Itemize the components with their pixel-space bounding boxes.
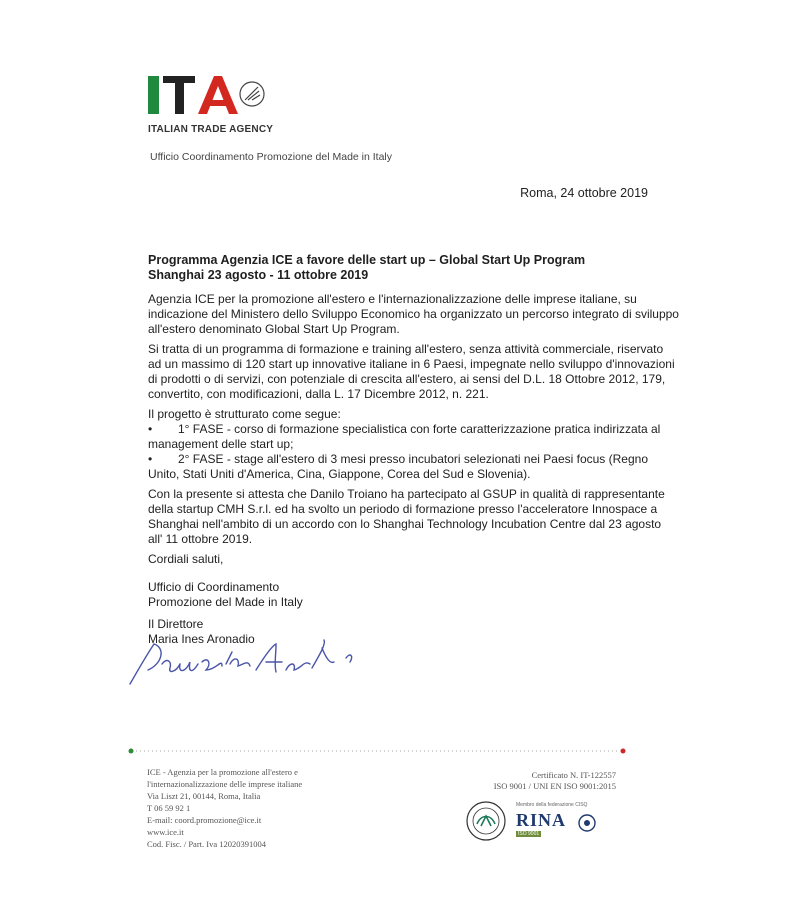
footer-website: www.ice.it bbox=[147, 827, 184, 837]
attestation-paragraph bbox=[148, 487, 665, 547]
rina-member-text: Membro della federazione CISQ bbox=[516, 802, 588, 808]
footer-line: l'internazionalizzazione delle imprese italiane bbox=[147, 779, 303, 789]
rina-iso-label: ISO 9001 bbox=[518, 831, 540, 837]
ita-logo bbox=[148, 72, 268, 120]
attestation-line: Con la presente si attesta che Danilo Troiano ha partecipato al GSUP in qualità di rappresentante bbox=[148, 487, 665, 501]
footer-contact bbox=[147, 766, 302, 850]
phase1-text: 1° FASE - corso di formazione specialistica con forte caratterizzazione pratica indirizzata al bbox=[178, 422, 661, 436]
phase1-line-2: management delle start up; bbox=[148, 437, 294, 451]
footer-email: E-mail: coord.promozione@ice.it bbox=[147, 815, 262, 825]
greeting: Cordiali saluti, bbox=[148, 552, 224, 566]
phase2-line bbox=[148, 452, 658, 467]
structure-intro: Il progetto è strutturato come segue: bbox=[148, 407, 341, 421]
phase1-line bbox=[148, 422, 661, 437]
intro-line: indicazione del Ministero dello Sviluppo Economico ha organizzato un percorso integrato di sviluppo bbox=[148, 307, 679, 321]
rina-seal-icon bbox=[465, 800, 507, 842]
certificate-number: Certificato N. IT-122557 bbox=[531, 770, 616, 780]
office-header: Ufficio Coordinamento Promozione del Made in Italy bbox=[150, 151, 393, 163]
signatory-name: Maria Ines Aronadio bbox=[148, 632, 255, 646]
rina-name: RINA bbox=[516, 810, 567, 830]
program-line: ad un massimo di 120 start up innovative italiane in 6 Paesi, impegnate nello sviluppo d'innovazioni bbox=[148, 357, 675, 371]
iso-standard: ISO 9001 / UNI EN ISO 9001:2015 bbox=[493, 781, 616, 791]
program-paragraph bbox=[148, 342, 675, 402]
certification-info bbox=[482, 770, 616, 792]
footer-line: T 06 59 92 1 bbox=[147, 803, 191, 813]
program-line: convertito, con modificazioni, dalla L. 17 Dicembre 2012, n. 221. bbox=[148, 387, 489, 401]
attestation-line: della startup CMH S.r.l. ed ha svolto un periodo di formazione presso l'acceleratore Innospace a bbox=[148, 502, 658, 516]
agency-name: ITALIAN TRADE AGENCY bbox=[148, 124, 274, 135]
bullet-marker: • bbox=[148, 422, 153, 436]
title-line-1: Programma Agenzia ICE a favore delle start up – Global Start Up Program bbox=[148, 253, 586, 267]
handwritten-signature bbox=[126, 634, 366, 692]
office-signoff-line-2: Promozione del Made in Italy bbox=[148, 595, 303, 609]
intro-paragraph bbox=[148, 292, 679, 337]
phase2-text: 2° FASE - stage all'estero di 3 mesi presso incubatori selezionati nei Paesi focus (Regno bbox=[178, 452, 648, 466]
program-line: di prodotti o di servizi, con potenziale di crescita all'estero, ai sensi del D.L. 18 Ottobre 2012, 179, bbox=[148, 372, 666, 386]
office-signoff bbox=[148, 580, 303, 610]
program-line: Si tratta di un programma di formazione e training all'estero, senza attività commerciale, riservato bbox=[148, 342, 664, 356]
office-signoff-line-1: Ufficio di Coordinamento bbox=[148, 580, 280, 594]
letter-title bbox=[148, 253, 658, 283]
intro-line: all'estero denominato Global Start Up Program. bbox=[148, 322, 400, 336]
title-line-2: Shanghai 23 agosto - 11 ottobre 2019 bbox=[148, 268, 369, 282]
rina-certification-mark bbox=[512, 800, 600, 840]
footer-line: Cod. Fisc. / Part. Iva 12020391004 bbox=[147, 839, 266, 849]
attestation-line: Shanghai nell'ambito di un accordo con lo Shanghai Technology Incubation Centre dal 23 agosto bbox=[148, 517, 662, 531]
footer-divider bbox=[128, 748, 626, 754]
signatory-role: Il Direttore bbox=[148, 617, 204, 631]
bullet-marker: • bbox=[148, 452, 153, 466]
letter-date: Roma, 24 ottobre 2019 bbox=[520, 186, 648, 200]
footer-line: Via Liszt 21, 00144, Roma, Italia bbox=[147, 791, 261, 801]
footer-line: ICE - Agenzia per la promozione all'estero e bbox=[147, 767, 298, 777]
intro-line: Agenzia ICE per la promozione all'estero e l'internazionalizzazione delle imprese italiane, su bbox=[148, 292, 637, 306]
iqnet-badge-icon bbox=[578, 814, 596, 832]
structure-section bbox=[148, 407, 661, 482]
phase2-line-2: Unito, Stati Uniti d'America, Cina, Giappone, Corea del Sud e Slovenia). bbox=[148, 467, 531, 481]
attestation-line: all' 11 ottobre 2019. bbox=[148, 532, 253, 546]
